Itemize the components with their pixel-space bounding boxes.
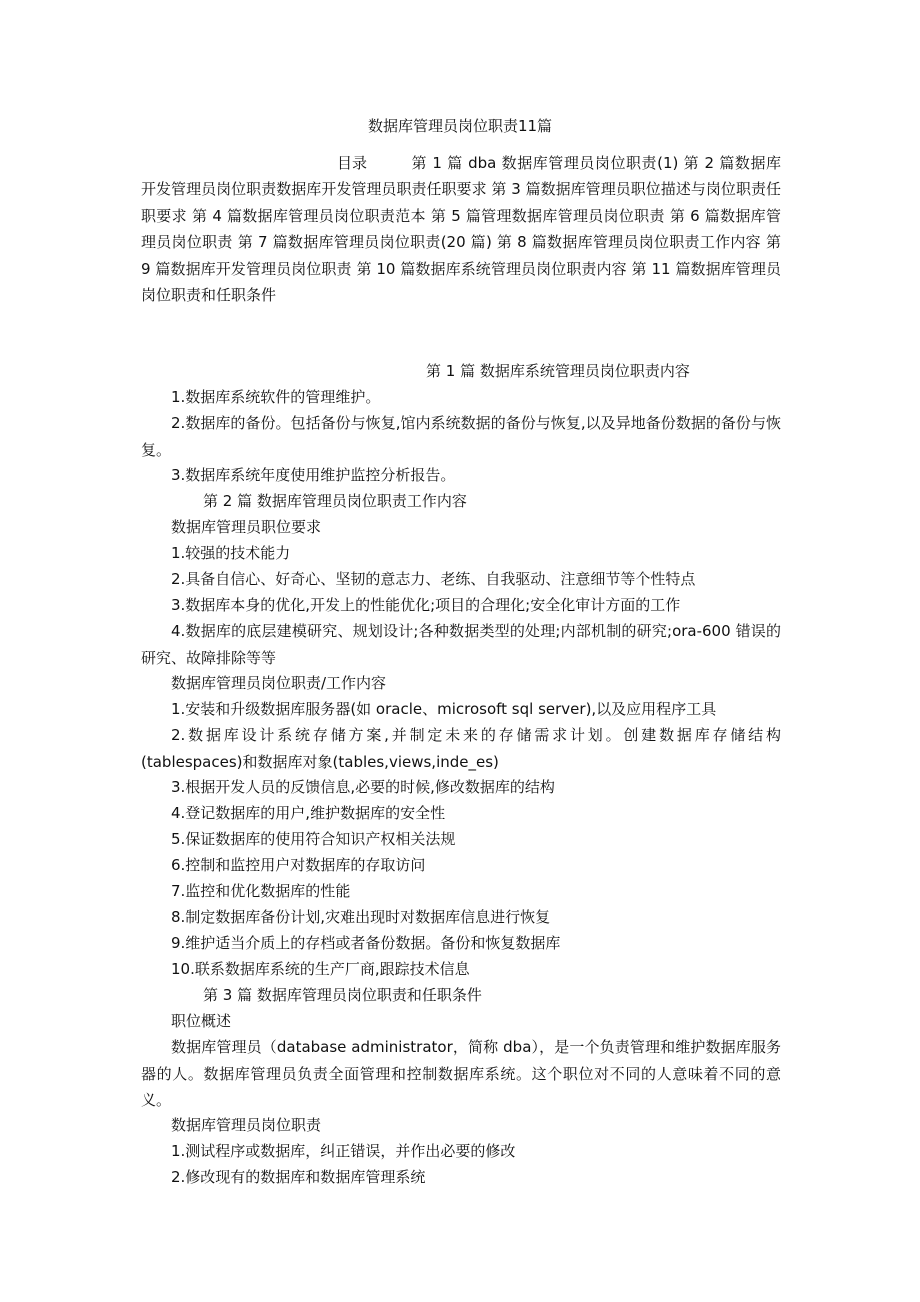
section-2-requirement-item: 4.数据库的底层建模研究、规划设计;各种数据类型的处理;内部机制的研究;ora-600 错误的研究、故障排除等等 [141, 622, 781, 667]
section-2-requirement-item: 1.较强的技术能力 [171, 544, 291, 562]
section-2-duty-item: 9.维护适当介质上的存档或者备份数据。备份和恢复数据库 [171, 934, 561, 952]
section-1-item: 2.数据库的备份。包括备份与恢复,馆内系统数据的备份与恢复,以及异地备份数据的备份与恢复。 [141, 414, 781, 459]
section-1-heading: 第 1 篇 数据库系统管理员岗位职责内容 [426, 362, 690, 380]
section-2-requirement-item: 2.具备自信心、好奇心、坚韧的意志力、老练、自我驱动、注意细节等个性特点 [171, 570, 696, 588]
document-title: 数据库管理员岗位职责11篇 [367, 117, 553, 135]
section-2-requirement-item: 3.数据库本身的优化,开发上的性能优化;项目的合理化;安全化审计方面的工作 [171, 596, 681, 614]
section-2-duty-item: 3.根据开发人员的反馈信息,必要的时候,修改数据库的结构 [171, 778, 555, 796]
section-2-duty-item: 8.制定数据库备份计划,灾难出现时对数据库信息进行恢复 [171, 908, 551, 926]
section-3-overview-title: 职位概述 [171, 1012, 232, 1030]
section-2-duty-item: 4.登记数据库的用户,维护数据库的安全性 [171, 804, 446, 822]
section-2-duty-item: 5.保证数据库的使用符合知识产权相关法规 [171, 830, 456, 848]
section-3-duty-item: 1.测试程序或数据库，纠正错误，并作出必要的修改 [171, 1142, 516, 1160]
section-1-item: 3.数据库系统年度使用维护监控分析报告。 [171, 466, 456, 484]
table-of-contents [141, 150, 781, 308]
section-3-duty-item: 2.修改现有的数据库和数据库管理系统 [171, 1168, 426, 1186]
section-3-overview-text: 数据库管理员（database administrator，简称 dba），是一个负责管理和维护数据库服务器的人。数据库管理员负责全面管理和控制数据库系统。这个职位对不同的人意味着不同的意义。 [141, 1038, 781, 1109]
section-1-item: 1.数据库系统软件的管理维护。 [171, 388, 381, 406]
section-2-duty-item: 7.监控和优化数据库的性能 [171, 882, 351, 900]
section-2-duty-item: 10.联系数据库系统的生产厂商,跟踪技术信息 [171, 960, 470, 978]
section-2-duty-item: 1.安装和升级数据库服务器(如 oracle、microsoft sql server),以及应用程序工具 [171, 700, 717, 718]
toc-text: 第 1 篇 dba 数据库管理员岗位职责(1) 第 2 篇数据库开发管理员岗位职责数据库开发管理员职责任职要求 第 3 篇数据库管理员职位描述与岗位职责任职要求 第 4 篇数据库管理员岗位职责范本 第 5 篇管理数据库管理员岗位职责 第 6 篇数据库管理员岗位职责 第 7 篇数据库管理员岗位职责(20 篇) 第 8 篇数据库管理员岗位职责工作内容 第 9 篇数据库开发管理员岗位职责 第 10 篇数据库系统管理员岗位职责内容 第 11 篇数据库管理员岗位职责和任职条件 [141, 154, 781, 305]
toc-label: 目录 [337, 154, 368, 172]
section-2-duty-item: 6.控制和监控用户对数据库的存取访问 [171, 856, 426, 874]
section-2-duties-title: 数据库管理员岗位职责/工作内容 [171, 674, 387, 692]
section-2-duty-item: 2.数据库设计系统存储方案,并制定未来的存储需求计划。创建数据库存储结构(tablespaces)和数据库对象(tables,views,inde_es) [141, 726, 781, 771]
section-3-heading: 第 3 篇 数据库管理员岗位职责和任职条件 [203, 986, 482, 1004]
section-2-requirements-title: 数据库管理员职位要求 [171, 518, 322, 536]
section-3-duties-title: 数据库管理员岗位职责 [171, 1116, 322, 1134]
section-2-heading: 第 2 篇 数据库管理员岗位职责工作内容 [203, 492, 467, 510]
